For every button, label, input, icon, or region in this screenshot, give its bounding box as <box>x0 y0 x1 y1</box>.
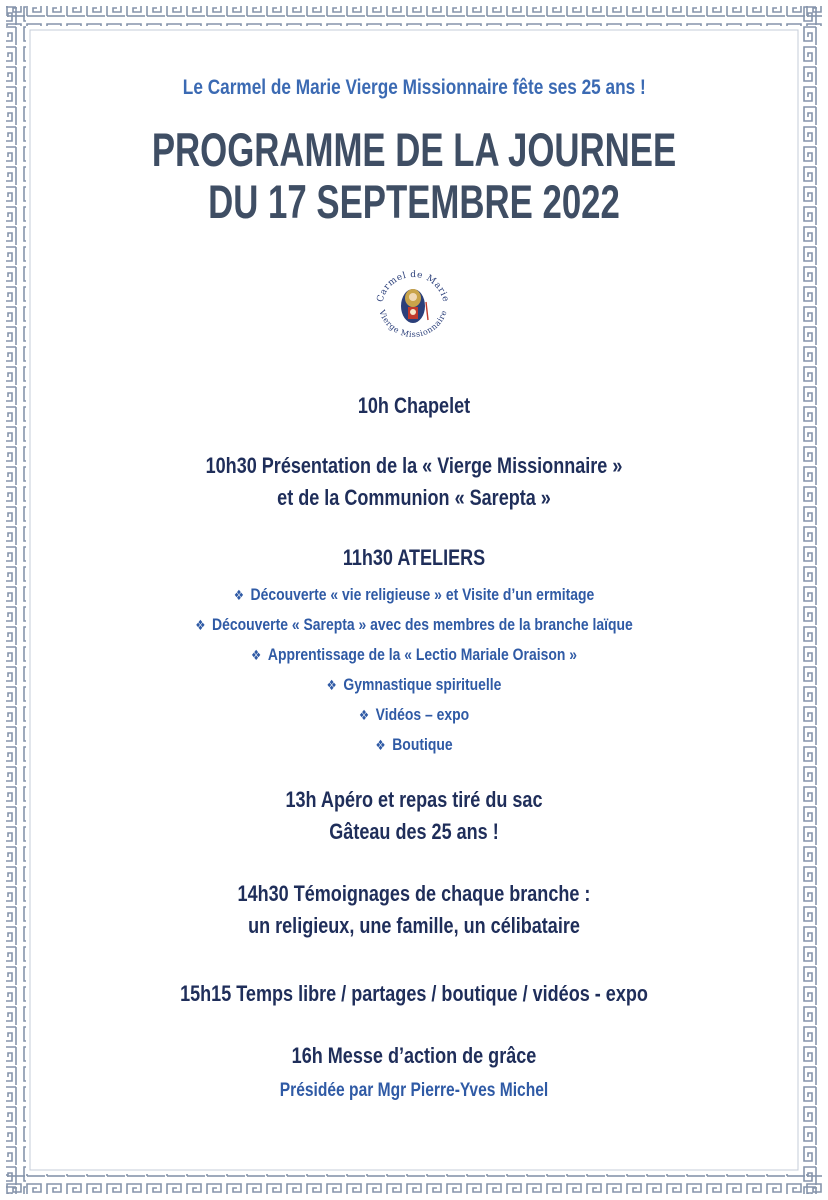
list-item: ❖ Boutique <box>375 735 453 754</box>
diamond-bullet-icon: ❖ <box>195 617 206 633</box>
apero-line-2: Gâteau des 25 ans ! <box>329 819 499 844</box>
presentation-item <box>36 450 792 514</box>
presidee-item: Présidée par Mgr Pierre-Yves Michel <box>279 1080 549 1101</box>
diamond-bullet-icon: ❖ <box>375 737 386 753</box>
temoignages-line-2: un religieux, une famille, un célibataire <box>248 913 580 938</box>
temoignages-line-1: 14h30 Témoignages de chaque branche : <box>237 881 591 906</box>
ateliers-list <box>36 580 792 760</box>
diamond-bullet-icon: ❖ <box>358 707 370 723</box>
svg-text:Carmel de Marie: Carmel de Marie <box>375 269 451 304</box>
apero-item <box>36 784 792 848</box>
carmel-logo <box>368 258 458 348</box>
list-item: ❖ Gymnastique spirituelle <box>326 675 502 694</box>
diamond-bullet-icon: ❖ <box>326 677 337 693</box>
temoignages-item <box>36 878 792 942</box>
apero-line-1: 13h Apéro et repas tiré du sac <box>285 787 543 812</box>
list-item: ❖ Apprentissage de la « Lectio Mariale Oraison » <box>251 645 577 664</box>
svg-text:Vierge Missionnaire: Vierge Missionnaire <box>377 308 449 340</box>
page-title <box>36 124 792 228</box>
list-item: ❖ Vidéos – expo <box>358 705 470 724</box>
presentation-line-1: 10h30 Présentation de la « Vierge Missionnaire » <box>205 453 623 478</box>
program-page <box>36 36 792 1164</box>
ateliers-title: 11h30 ATELIERS <box>342 545 486 570</box>
list-item: ❖ Découverte « vie religieuse » et Visite d’un ermitage <box>233 585 595 604</box>
list-item: ❖ Découverte « Sarepta » avec des membres de la branche laïque <box>195 615 633 634</box>
title-line-2: DU 17 SEPTEMBRE 2022 <box>208 175 620 228</box>
temps-libre-item: 15h15 Temps libre / partages / boutique / vidéos - expo <box>180 981 648 1006</box>
chapelet-item: 10h Chapelet <box>357 393 471 418</box>
diamond-bullet-icon: ❖ <box>251 647 262 663</box>
presentation-line-2: et de la Communion « Sarepta » <box>277 485 551 510</box>
messe-item: 16h Messe d’action de grâce <box>291 1043 537 1068</box>
title-line-1: PROGRAMME DE LA JOURNEE <box>151 123 677 176</box>
anniversary-subtitle: Le Carmel de Marie Vierge Missionnaire fête ses 25 ans ! <box>182 76 646 99</box>
diamond-bullet-icon: ❖ <box>233 587 244 603</box>
